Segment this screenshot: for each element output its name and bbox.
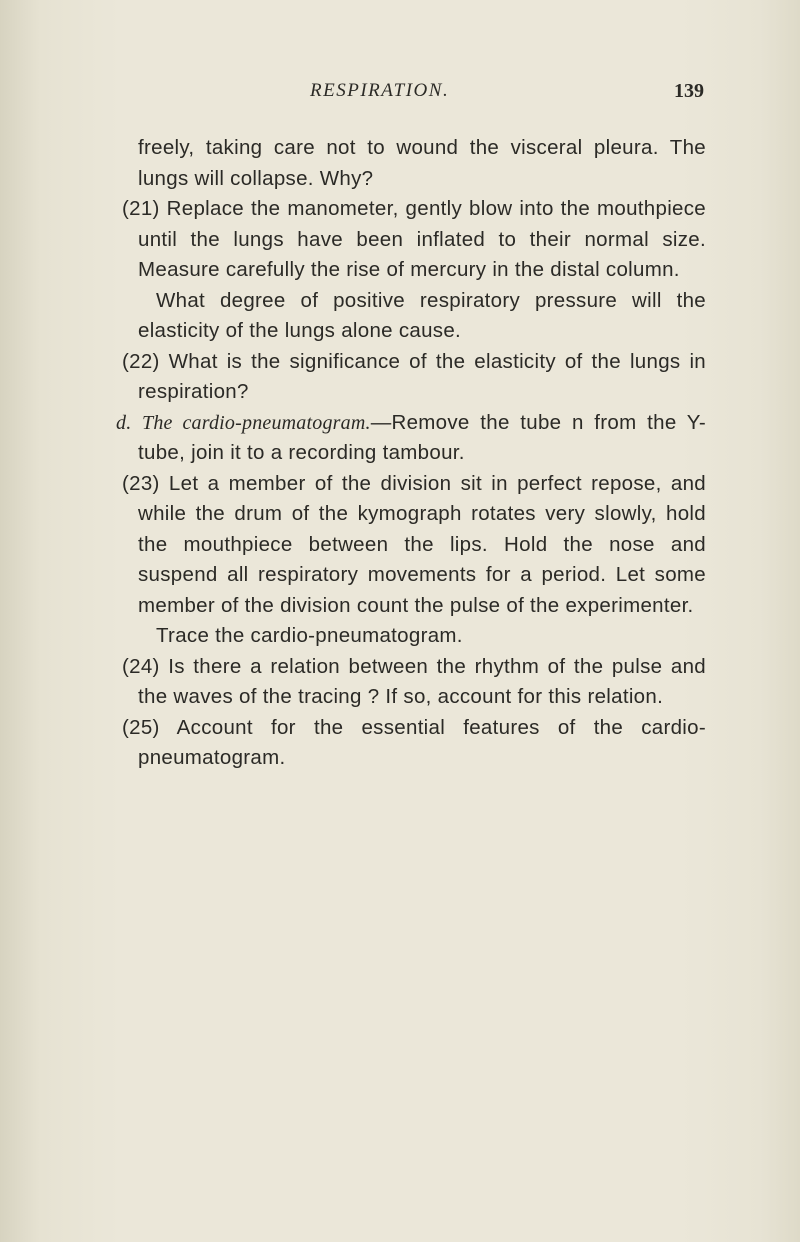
paragraph-25: (25) Account for the essential features of the cardio-pneumatogram. [122, 715, 706, 769]
paragraph-23: (23) Let a member of the division sit in perfect repose, and while the drum of the kymograph rotates very slowly, hold the mouthpiece between the lips. Hold the nose and suspend all respiratory movements for a period. Let some member of the division count the pulse of the experimenter. [122, 471, 706, 617]
paragraph-24: (24) Is there a relation between the rhythm of the pulse and the waves of the tracing ? If so, account for this relation. [122, 654, 706, 708]
section-text: —Remove the tube n from the Y-tube, join it to a recording tambour. [138, 410, 706, 464]
paragraph-21: (21) Replace the manometer, gently blow into the mouthpiece until the lungs have been inflated to their normal size. Measure carefully the rise of mercury in the distal column. [122, 197, 706, 281]
section-d-heading [116, 408, 706, 469]
body-text [116, 133, 706, 774]
paragraph-23-trace: Trace the cardio-pneumatogram. [156, 624, 463, 647]
paragraph-22: (22) What is the significance of the elasticity of the lungs in respiration? [122, 349, 706, 403]
running-header [135, 80, 710, 110]
paragraph-continuation: freely, taking care not to wound the visceral pleura. The lungs will collapse. Why? [138, 136, 706, 190]
section-letter: d. [116, 411, 132, 434]
page-number: 139 [674, 80, 704, 102]
paragraph-21-question: What degree of positive respiratory pressure will the elasticity of the lungs alone cause. [138, 288, 706, 342]
section-title: The cardio-pneumatogram. [142, 411, 371, 434]
chapter-title: RESPIRATION. [310, 80, 450, 101]
